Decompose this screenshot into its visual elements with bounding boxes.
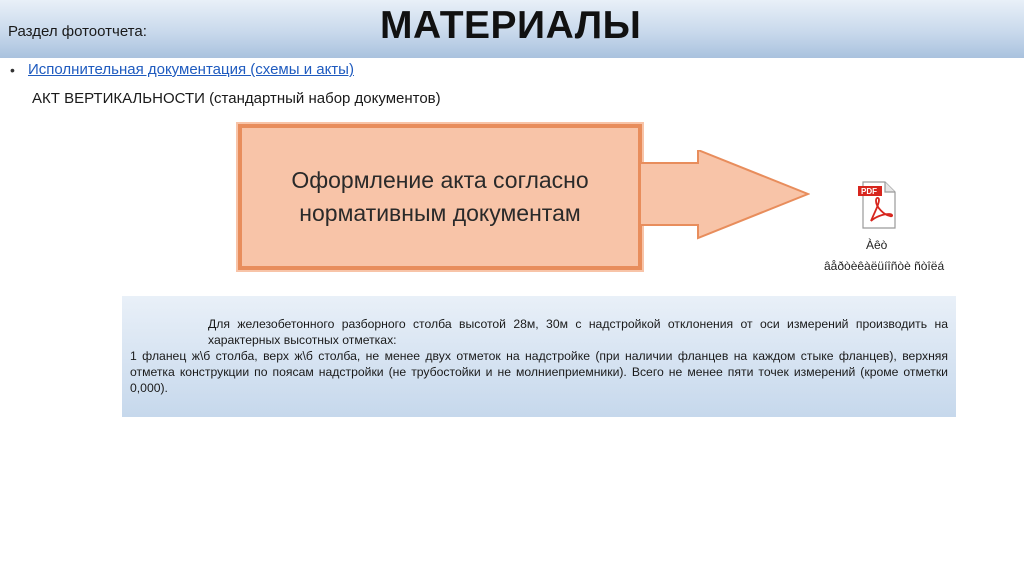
callout-line-2: нормативным документам [299,200,581,226]
pdf-file-icon[interactable] [857,181,897,229]
right-arrow-icon [640,150,810,240]
bullet-icon: • [10,62,15,78]
info-paragraph-1: Для железобетонного разборного столба высотой 28м, 30м с надстройкой отклонения от оси измерений производить на характерных высотных отметках: [208,317,948,347]
act-heading: АКТ ВЕРТИКАЛЬНОСТИ (стандартный набор документов) [32,90,441,107]
info-paragraph-2: 1 фланец ж\б столба, верх ж\б столба, не менее двух отметок на надстройке (при наличии фланцев на каждом стыке фланцев), верхняя отметка конструкции по поясам надстройки (не трубостойки и не молниеприемники). Всего не менее пяти точек измерений (кроме отметки 0,000). [130,349,948,395]
svg-text:PDF: PDF [861,187,877,196]
section-label: Раздел фотоотчета: [8,23,147,40]
callout-box [240,126,640,268]
page-title: МАТЕРИАЛЫ [380,4,642,47]
info-panel [122,296,956,417]
callout-line-1: Оформление акта согласно [291,167,589,193]
attachment-name-line-1: Àêò [866,238,888,252]
attachment-name-line-2: âåðòèêàëüíîñòè ñòîëá [824,259,945,273]
documentation-link[interactable]: Исполнительная документация (схемы и акты) [28,61,354,78]
